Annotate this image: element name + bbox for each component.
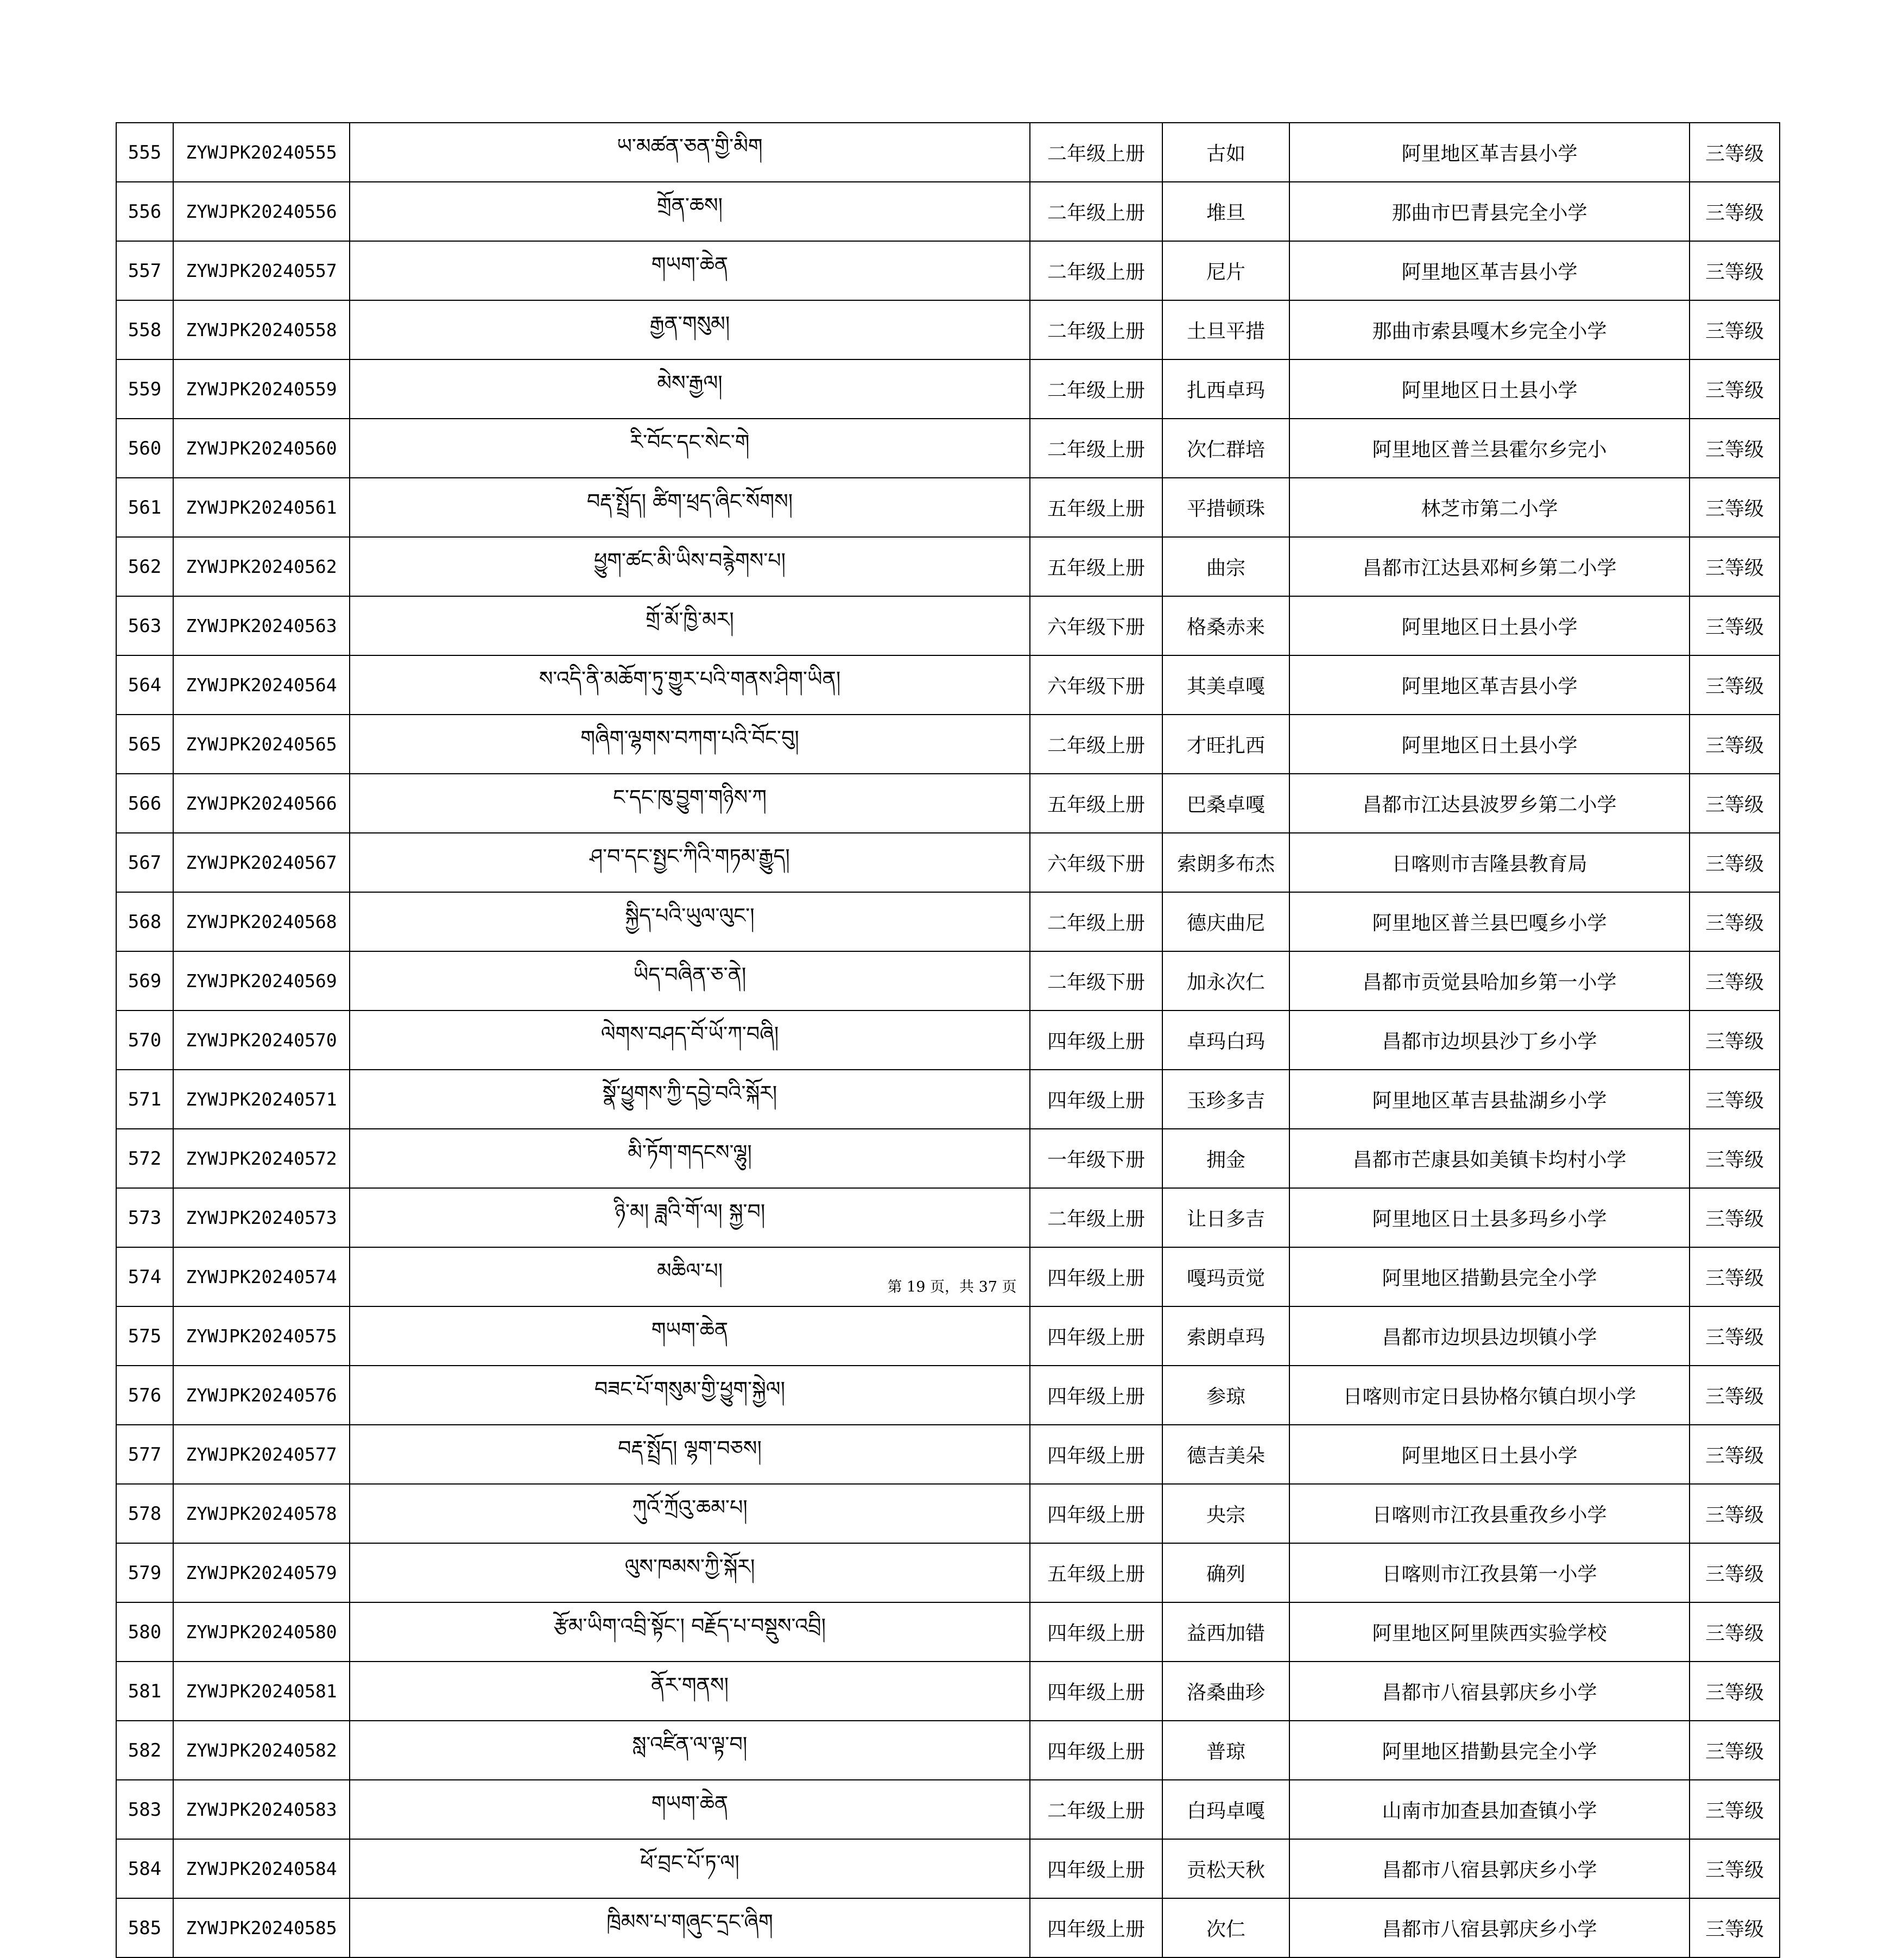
table-row <box>116 833 1780 892</box>
table-row <box>116 1010 1780 1070</box>
author-cell: 白玛卓嘎 <box>1162 1780 1289 1839</box>
award-level-cell: 三等级 <box>1690 1010 1780 1070</box>
award-level-cell: 三等级 <box>1690 833 1780 892</box>
award-level-cell: 三等级 <box>1690 359 1780 419</box>
row-number-cell: 561 <box>116 478 173 537</box>
author-cell: 加永次仁 <box>1162 951 1289 1010</box>
row-number-cell: 580 <box>116 1602 173 1662</box>
grade-cell: 四年级上册 <box>1030 1247 1162 1306</box>
table-row <box>116 655 1780 715</box>
row-number-cell: 575 <box>116 1306 173 1366</box>
author-cell: 才旺扎西 <box>1162 715 1289 774</box>
school-cell: 昌都市芒康县如美镇卡均村小学 <box>1289 1129 1690 1188</box>
school-cell: 阿里地区日土县小学 <box>1289 596 1690 655</box>
grade-cell: 四年级上册 <box>1030 1898 1162 1957</box>
award-level-cell: 三等级 <box>1690 300 1780 359</box>
table-row <box>116 1070 1780 1129</box>
grade-cell: 四年级上册 <box>1030 1070 1162 1129</box>
school-cell: 昌都市贡觉县哈加乡第一小学 <box>1289 951 1690 1010</box>
school-cell: 阿里地区日土县小学 <box>1289 359 1690 419</box>
work-title-cell: མཆིལ་པ། <box>350 1247 1030 1306</box>
school-cell: 阿里地区普兰县巴嘎乡小学 <box>1289 892 1690 951</box>
grade-cell: 二年级上册 <box>1030 359 1162 419</box>
school-cell: 昌都市边坝县边坝镇小学 <box>1289 1306 1690 1366</box>
work-code-cell: ZYWJPK20240582 <box>173 1721 350 1780</box>
work-title-cell: རྩོམ་ཡིག་འབྲི་སྟོང་། བརྗོད་པ་བསྡུས་འབྲི། <box>350 1602 1030 1662</box>
school-cell: 阿里地区普兰县霍尔乡完小 <box>1289 419 1690 478</box>
author-cell: 确列 <box>1162 1543 1289 1602</box>
work-title-cell: ལེགས་བཤད་བོ་ཡོ་ཀ་བཞི། <box>350 1010 1030 1070</box>
award-level-cell: 三等级 <box>1690 419 1780 478</box>
row-number-cell: 560 <box>116 419 173 478</box>
work-title-cell: མེས་རྒྱལ། <box>350 359 1030 419</box>
table-row <box>116 419 1780 478</box>
table-body <box>116 123 1780 1957</box>
work-code-cell: ZYWJPK20240576 <box>173 1366 350 1425</box>
grade-cell: 五年级上册 <box>1030 478 1162 537</box>
work-code-cell: ZYWJPK20240556 <box>173 182 350 241</box>
work-title-cell: གྲོན་ཆས། <box>350 182 1030 241</box>
work-code-cell: ZYWJPK20240566 <box>173 774 350 833</box>
school-cell: 日喀则市定日县协格尔镇白坝小学 <box>1289 1366 1690 1425</box>
row-number-cell: 569 <box>116 951 173 1010</box>
author-cell: 贡松天秋 <box>1162 1839 1289 1898</box>
award-level-cell: 三等级 <box>1690 123 1780 182</box>
table-row <box>116 478 1780 537</box>
row-number-cell: 583 <box>116 1780 173 1839</box>
row-number-cell: 573 <box>116 1188 173 1247</box>
award-level-cell: 三等级 <box>1690 1188 1780 1247</box>
award-level-cell: 三等级 <box>1690 537 1780 596</box>
work-title-cell: གྲོ་མོ་ཁྱི་མར། <box>350 596 1030 655</box>
award-level-cell: 三等级 <box>1690 774 1780 833</box>
row-number-cell: 579 <box>116 1543 173 1602</box>
work-title-cell: བརྡ་སྤྲོད། ཚིག་ཕྲད་ཞིང་སོགས། <box>350 478 1030 537</box>
work-title-cell: གཡག་ཆེན <box>350 1306 1030 1366</box>
award-level-cell: 三等级 <box>1690 478 1780 537</box>
author-cell: 巴桑卓嘎 <box>1162 774 1289 833</box>
grade-cell: 四年级上册 <box>1030 1721 1162 1780</box>
table-row <box>116 892 1780 951</box>
grade-cell: 五年级上册 <box>1030 1543 1162 1602</box>
school-cell: 昌都市八宿县郭庆乡小学 <box>1289 1662 1690 1721</box>
work-code-cell: ZYWJPK20240574 <box>173 1247 350 1306</box>
grade-cell: 五年级上册 <box>1030 537 1162 596</box>
school-cell: 昌都市八宿县郭庆乡小学 <box>1289 1839 1690 1898</box>
row-number-cell: 557 <box>116 241 173 300</box>
award-level-cell: 三等级 <box>1690 1662 1780 1721</box>
work-title-cell: ཁྲིམས་པ་གཞུང་དྲང་ཞིག <box>350 1898 1030 1957</box>
work-code-cell: ZYWJPK20240580 <box>173 1602 350 1662</box>
school-cell: 那曲市索县嘎木乡完全小学 <box>1289 300 1690 359</box>
table-row <box>116 1780 1780 1839</box>
work-title-cell: ང་དང་ཁུ་བྱུག་གཉིས་ཀ <box>350 774 1030 833</box>
work-title-cell: ཉི་མ། ཟླའི་གོ་ལ། སྐྱ་བ། <box>350 1188 1030 1247</box>
work-title-cell: སླ་འཛིན་ལ་ལྟ་བ། <box>350 1721 1030 1780</box>
author-cell: 尼片 <box>1162 241 1289 300</box>
school-cell: 日喀则市江孜县第一小学 <box>1289 1543 1690 1602</box>
table-row <box>116 1188 1780 1247</box>
table-row <box>116 182 1780 241</box>
author-cell: 玉珍多吉 <box>1162 1070 1289 1129</box>
grade-cell: 二年级上册 <box>1030 419 1162 478</box>
work-title-cell: རྒྱན་གསུམ། <box>350 300 1030 359</box>
award-level-cell: 三等级 <box>1690 1721 1780 1780</box>
work-title-cell: གཡག་ཆེན <box>350 1780 1030 1839</box>
grade-cell: 二年级上册 <box>1030 123 1162 182</box>
work-title-cell: ཀུའོ་ཀྲོའུ་ཆམ་པ། <box>350 1484 1030 1543</box>
table-row <box>116 300 1780 359</box>
award-level-cell: 三等级 <box>1690 182 1780 241</box>
row-number-cell: 558 <box>116 300 173 359</box>
author-cell: 央宗 <box>1162 1484 1289 1543</box>
work-code-cell: ZYWJPK20240559 <box>173 359 350 419</box>
work-code-cell: ZYWJPK20240583 <box>173 1780 350 1839</box>
work-title-cell: སྐྱིད་པའི་ཡུལ་ལུང་། <box>350 892 1030 951</box>
grade-cell: 四年级上册 <box>1030 1839 1162 1898</box>
author-cell: 德吉美朵 <box>1162 1425 1289 1484</box>
school-cell: 阿里地区措勤县完全小学 <box>1289 1721 1690 1780</box>
row-number-cell: 571 <box>116 1070 173 1129</box>
work-code-cell: ZYWJPK20240572 <box>173 1129 350 1188</box>
work-title-cell: གཡག་ཆེན <box>350 241 1030 300</box>
table-row <box>116 951 1780 1010</box>
grade-cell: 五年级上册 <box>1030 774 1162 833</box>
work-code-cell: ZYWJPK20240562 <box>173 537 350 596</box>
work-code-cell: ZYWJPK20240581 <box>173 1662 350 1721</box>
table-row <box>116 1425 1780 1484</box>
table-row <box>116 1662 1780 1721</box>
work-title-cell: ཡིད་བཞིན་ཅ་ནེ། <box>350 951 1030 1010</box>
row-number-cell: 582 <box>116 1721 173 1780</box>
table-row <box>116 1366 1780 1425</box>
author-cell: 土旦平措 <box>1162 300 1289 359</box>
table-row <box>116 1129 1780 1188</box>
school-cell: 那曲市巴青县完全小学 <box>1289 182 1690 241</box>
work-title-cell: ལུས་ཁམས་ཀྱི་སྐོར། <box>350 1543 1030 1602</box>
school-cell: 林芝市第二小学 <box>1289 478 1690 537</box>
grade-cell: 四年级上册 <box>1030 1662 1162 1721</box>
work-code-cell: ZYWJPK20240585 <box>173 1898 350 1957</box>
award-level-cell: 三等级 <box>1690 1366 1780 1425</box>
table-row <box>116 774 1780 833</box>
table-row <box>116 1543 1780 1602</box>
grade-cell: 二年级上册 <box>1030 300 1162 359</box>
award-level-cell: 三等级 <box>1690 1898 1780 1957</box>
work-title-cell: ནོར་གནས། <box>350 1662 1030 1721</box>
school-cell: 昌都市八宿县郭庆乡小学 <box>1289 1898 1690 1957</box>
work-title-cell: གཞིག་ལྷགས་བཀག་པའི་བོང་བུ། <box>350 715 1030 774</box>
work-code-cell: ZYWJPK20240558 <box>173 300 350 359</box>
author-cell: 洛桑曲珍 <box>1162 1662 1289 1721</box>
author-cell: 益西加错 <box>1162 1602 1289 1662</box>
row-number-cell: 555 <box>116 123 173 182</box>
author-cell: 让日多吉 <box>1162 1188 1289 1247</box>
work-code-cell: ZYWJPK20240568 <box>173 892 350 951</box>
work-code-cell: ZYWJPK20240564 <box>173 655 350 715</box>
grade-cell: 二年级下册 <box>1030 951 1162 1010</box>
author-cell: 古如 <box>1162 123 1289 182</box>
work-title-cell: བརྡ་སྤྲོད། ལྷག་བཅས། <box>350 1425 1030 1484</box>
award-level-cell: 三等级 <box>1690 1247 1780 1306</box>
work-code-cell: ZYWJPK20240569 <box>173 951 350 1010</box>
row-number-cell: 584 <box>116 1839 173 1898</box>
school-cell: 阿里地区措勤县完全小学 <box>1289 1247 1690 1306</box>
grade-cell: 四年级上册 <box>1030 1366 1162 1425</box>
school-cell: 阿里地区革吉县小学 <box>1289 655 1690 715</box>
row-number-cell: 567 <box>116 833 173 892</box>
school-cell: 阿里地区日土县小学 <box>1289 1425 1690 1484</box>
row-number-cell: 559 <box>116 359 173 419</box>
school-cell: 阿里地区日土县小学 <box>1289 715 1690 774</box>
grade-cell: 二年级上册 <box>1030 1188 1162 1247</box>
row-number-cell: 572 <box>116 1129 173 1188</box>
author-cell: 其美卓嘎 <box>1162 655 1289 715</box>
grade-cell: 六年级下册 <box>1030 833 1162 892</box>
school-cell: 阿里地区阿里陕西实验学校 <box>1289 1602 1690 1662</box>
grade-cell: 一年级下册 <box>1030 1129 1162 1188</box>
row-number-cell: 574 <box>116 1247 173 1306</box>
table-row <box>116 715 1780 774</box>
award-level-cell: 三等级 <box>1690 892 1780 951</box>
table-row <box>116 241 1780 300</box>
author-cell: 普琼 <box>1162 1721 1289 1780</box>
table-row <box>116 1721 1780 1780</box>
table-row <box>116 596 1780 655</box>
work-title-cell: ཡ་མཚན་ཅན་གྱི་མིག <box>350 123 1030 182</box>
author-cell: 嘎玛贡觉 <box>1162 1247 1289 1306</box>
school-cell: 昌都市边坝县沙丁乡小学 <box>1289 1010 1690 1070</box>
award-level-cell: 三等级 <box>1690 1780 1780 1839</box>
author-cell: 参琼 <box>1162 1366 1289 1425</box>
grade-cell: 二年级上册 <box>1030 241 1162 300</box>
author-cell: 次仁 <box>1162 1898 1289 1957</box>
grade-cell: 四年级上册 <box>1030 1306 1162 1366</box>
grade-cell: 四年级上册 <box>1030 1010 1162 1070</box>
work-code-cell: ZYWJPK20240565 <box>173 715 350 774</box>
author-cell: 扎西卓玛 <box>1162 359 1289 419</box>
author-cell: 索朗卓玛 <box>1162 1306 1289 1366</box>
work-title-cell: ཕོ་བྲང་པོ་ཏ་ལ། <box>350 1839 1030 1898</box>
work-code-cell: ZYWJPK20240555 <box>173 123 350 182</box>
author-cell: 曲宗 <box>1162 537 1289 596</box>
work-code-cell: ZYWJPK20240579 <box>173 1543 350 1602</box>
award-level-cell: 三等级 <box>1690 1602 1780 1662</box>
table-row <box>116 1306 1780 1366</box>
awards-table <box>116 122 1780 1958</box>
work-code-cell: ZYWJPK20240571 <box>173 1070 350 1129</box>
award-level-cell: 三等级 <box>1690 1484 1780 1543</box>
work-code-cell: ZYWJPK20240584 <box>173 1839 350 1898</box>
award-level-cell: 三等级 <box>1690 1839 1780 1898</box>
author-cell: 卓玛白玛 <box>1162 1010 1289 1070</box>
author-cell: 次仁群培 <box>1162 419 1289 478</box>
author-cell: 索朗多布杰 <box>1162 833 1289 892</box>
grade-cell: 二年级上册 <box>1030 1780 1162 1839</box>
author-cell: 格桑赤来 <box>1162 596 1289 655</box>
table-row <box>116 123 1780 182</box>
grade-cell: 二年级上册 <box>1030 715 1162 774</box>
school-cell: 阿里地区革吉县小学 <box>1289 123 1690 182</box>
award-level-cell: 三等级 <box>1690 715 1780 774</box>
row-number-cell: 562 <box>116 537 173 596</box>
work-code-cell: ZYWJPK20240567 <box>173 833 350 892</box>
grade-cell: 四年级上册 <box>1030 1425 1162 1484</box>
row-number-cell: 578 <box>116 1484 173 1543</box>
grade-cell: 四年级上册 <box>1030 1484 1162 1543</box>
school-cell: 山南市加查县加查镇小学 <box>1289 1780 1690 1839</box>
work-code-cell: ZYWJPK20240570 <box>173 1010 350 1070</box>
row-number-cell: 565 <box>116 715 173 774</box>
grade-cell: 六年级下册 <box>1030 596 1162 655</box>
award-level-cell: 三等级 <box>1690 596 1780 655</box>
school-cell: 日喀则市吉隆县教育局 <box>1289 833 1690 892</box>
table-row <box>116 1602 1780 1662</box>
table-row <box>116 1839 1780 1898</box>
work-code-cell: ZYWJPK20240563 <box>173 596 350 655</box>
work-code-cell: ZYWJPK20240561 <box>173 478 350 537</box>
award-level-cell: 三等级 <box>1690 1425 1780 1484</box>
grade-cell: 四年级上册 <box>1030 1602 1162 1662</box>
award-level-cell: 三等级 <box>1690 1306 1780 1366</box>
work-title-cell: ཕྱུག་ཚང་མི་ཡིས་བརྙེགས་པ། <box>350 537 1030 596</box>
author-cell: 堆旦 <box>1162 182 1289 241</box>
row-number-cell: 566 <box>116 774 173 833</box>
award-level-cell: 三等级 <box>1690 951 1780 1010</box>
work-title-cell: ཤ་བ་དང་སྤྱང་ཀིའི་གཏམ་རྒྱུད། <box>350 833 1030 892</box>
work-title-cell: མི་ཏོག་གདངས་ལྷུ། <box>350 1129 1030 1188</box>
work-code-cell: ZYWJPK20240557 <box>173 241 350 300</box>
row-number-cell: 585 <box>116 1898 173 1957</box>
row-number-cell: 576 <box>116 1366 173 1425</box>
award-level-cell: 三等级 <box>1690 241 1780 300</box>
work-title-cell: བཟང་པོ་གསུམ་གྱི་ཕྱུག་སྐྱེལ། <box>350 1366 1030 1425</box>
row-number-cell: 556 <box>116 182 173 241</box>
row-number-cell: 563 <box>116 596 173 655</box>
table-row <box>116 537 1780 596</box>
school-cell: 昌都市江达县波罗乡第二小学 <box>1289 774 1690 833</box>
page-footer: 第 19 页，共 37 页 <box>887 1279 1017 1296</box>
row-number-cell: 581 <box>116 1662 173 1721</box>
school-cell: 阿里地区革吉县小学 <box>1289 241 1690 300</box>
row-number-cell: 570 <box>116 1010 173 1070</box>
work-title-cell: རི་བོང་དང་སེང་གེ <box>350 419 1030 478</box>
row-number-cell: 564 <box>116 655 173 715</box>
work-title-cell: ས་འདི་ནི་མཆོག་ཏུ་གྱུར་པའི་གནས་ཤིག་ཡིན། <box>350 655 1030 715</box>
award-level-cell: 三等级 <box>1690 1129 1780 1188</box>
award-level-cell: 三等级 <box>1690 1070 1780 1129</box>
school-cell: 阿里地区革吉县盐湖乡小学 <box>1289 1070 1690 1129</box>
row-number-cell: 568 <box>116 892 173 951</box>
table-row <box>116 1484 1780 1543</box>
author-cell: 平措顿珠 <box>1162 478 1289 537</box>
work-code-cell: ZYWJPK20240573 <box>173 1188 350 1247</box>
work-code-cell: ZYWJPK20240578 <box>173 1484 350 1543</box>
author-cell: 拥金 <box>1162 1129 1289 1188</box>
author-cell: 德庆曲尼 <box>1162 892 1289 951</box>
work-code-cell: ZYWJPK20240577 <box>173 1425 350 1484</box>
award-level-cell: 三等级 <box>1690 655 1780 715</box>
school-cell: 阿里地区日土县多玛乡小学 <box>1289 1188 1690 1247</box>
grade-cell: 二年级上册 <box>1030 892 1162 951</box>
work-code-cell: ZYWJPK20240560 <box>173 419 350 478</box>
grade-cell: 二年级上册 <box>1030 182 1162 241</box>
table-row <box>116 1898 1780 1957</box>
award-level-cell: 三等级 <box>1690 1543 1780 1602</box>
table-row <box>116 359 1780 419</box>
row-number-cell: 577 <box>116 1425 173 1484</box>
school-cell: 昌都市江达县邓柯乡第二小学 <box>1289 537 1690 596</box>
grade-cell: 六年级下册 <box>1030 655 1162 715</box>
work-title-cell: སྣོ་ཕྱུགས་ཀྱི་དབྱེ་བའི་སྐོར། <box>350 1070 1030 1129</box>
school-cell: 日喀则市江孜县重孜乡小学 <box>1289 1484 1690 1543</box>
work-code-cell: ZYWJPK20240575 <box>173 1306 350 1366</box>
